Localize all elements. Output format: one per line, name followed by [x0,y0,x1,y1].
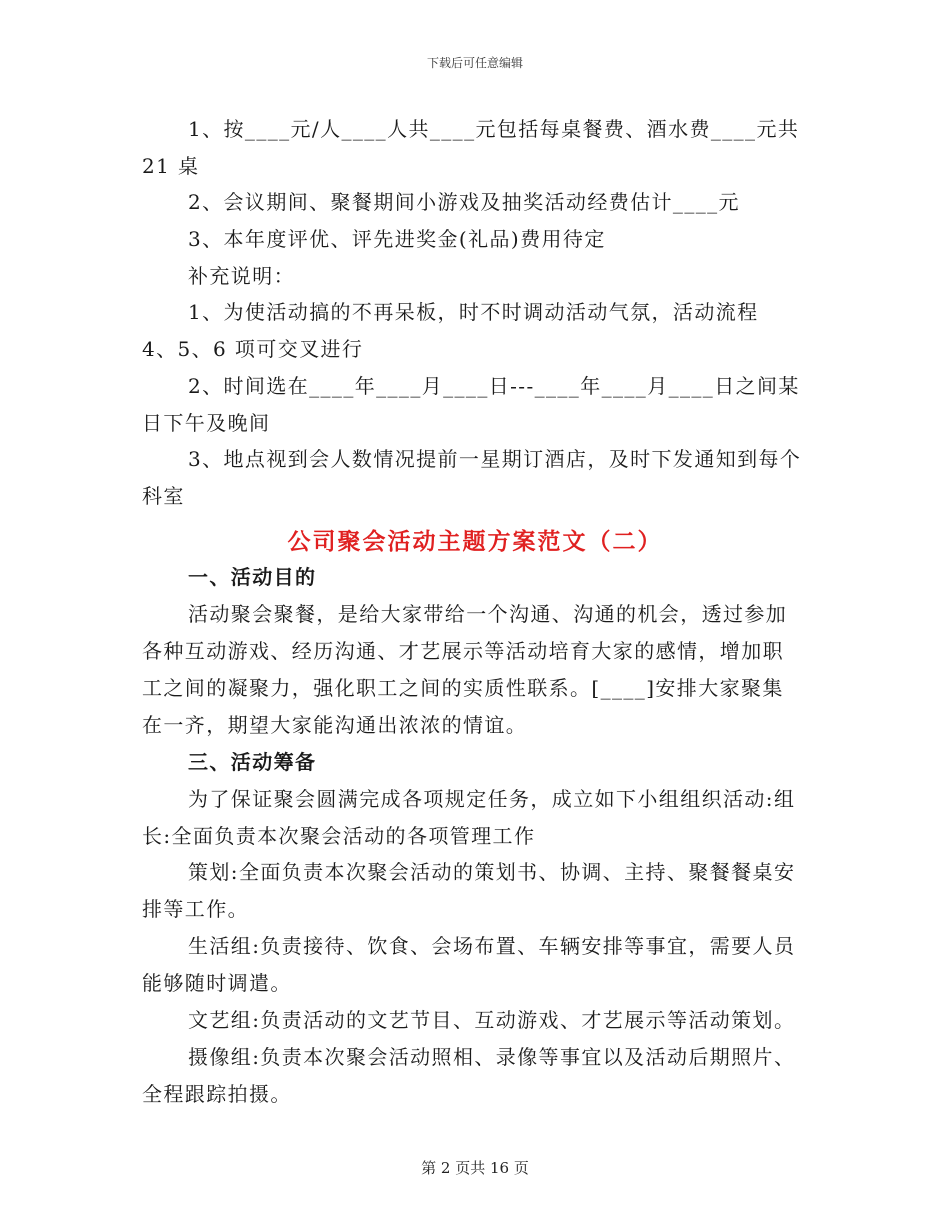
supplement-item-3-cont: 科室 [142,484,185,508]
supplement-item-1: 1、为使活动搞的不再呆板，时不时调动活动气氛，活动流程 [188,300,759,324]
page-footer: 第 2 页共 16 页 [421,1159,529,1177]
heading-purpose: 一、活动目的 [188,565,317,589]
page-header: 下载后可任意编辑 [426,56,523,70]
paragraph-line: 各种互动游戏、经历沟通、才艺展示等活动培育大家的感情，增加职 [142,639,784,663]
supplement-item-1-cont: 4、5、6 项可交叉进行 [142,337,364,361]
heading-preparation: 三、活动筹备 [188,750,317,774]
paragraph-line: 工之间的凝聚力，强化职工之间的实质性联系。[____]安排大家聚集 [142,676,784,700]
budget-item-1: 1、按____元/人____人共____元包括每桌餐费、酒水费____元共 [188,117,800,141]
paragraph-line: 生活组:负责接待、饮食、会场布置、车辆安排等事宜，需要人员 [188,934,796,958]
paragraph-line: 能够随时调遣。 [142,971,292,995]
supplement-item-2-cont: 日下午及晚间 [142,411,271,435]
paragraph-line: 全程跟踪拍摄。 [142,1082,292,1106]
section-title: 公司聚会活动主题方案范文（二） [287,529,663,555]
paragraph-line: 在一齐，期望大家能沟通出浓浓的情谊。 [142,713,528,737]
supplement-heading: 补充说明： [188,264,295,288]
paragraph-line: 长:全面负责本次聚会活动的各项管理工作 [142,824,536,848]
budget-item-2: 2、会议期间、聚餐期间小游戏及抽奖活动经费估计____元 [188,190,740,214]
paragraph-line: 文艺组:负责活动的文艺节目、互动游戏、才艺展示等活动策划。 [188,1008,796,1032]
paragraph-line: 摄像组:负责本次聚会活动照相、录像等事宜以及活动后期照片、 [188,1045,796,1069]
supplement-item-3: 3、地点视到会人数情况提前一星期订酒店，及时下发通知到每个 [188,447,802,471]
paragraph-line: 活动聚会聚餐，是给大家带给一个沟通、沟通的机会，透过参加 [188,602,788,626]
paragraph-line: 为了保证聚会圆满完成各项规定任务，成立如下小组组织活动:组 [188,787,796,811]
budget-item-3: 3、本年度评优、评先进奖金(礼品)费用待定 [188,227,606,251]
paragraph-line: 排等工作。 [142,897,249,921]
budget-item-1-cont: 21 桌 [142,154,200,178]
supplement-item-2: 2、时间选在____年____月____日---____年____月____日之间某 [188,374,800,398]
paragraph-line: 策划:全面负责本次聚会活动的策划书、协调、主持、聚餐餐桌安 [188,860,796,884]
